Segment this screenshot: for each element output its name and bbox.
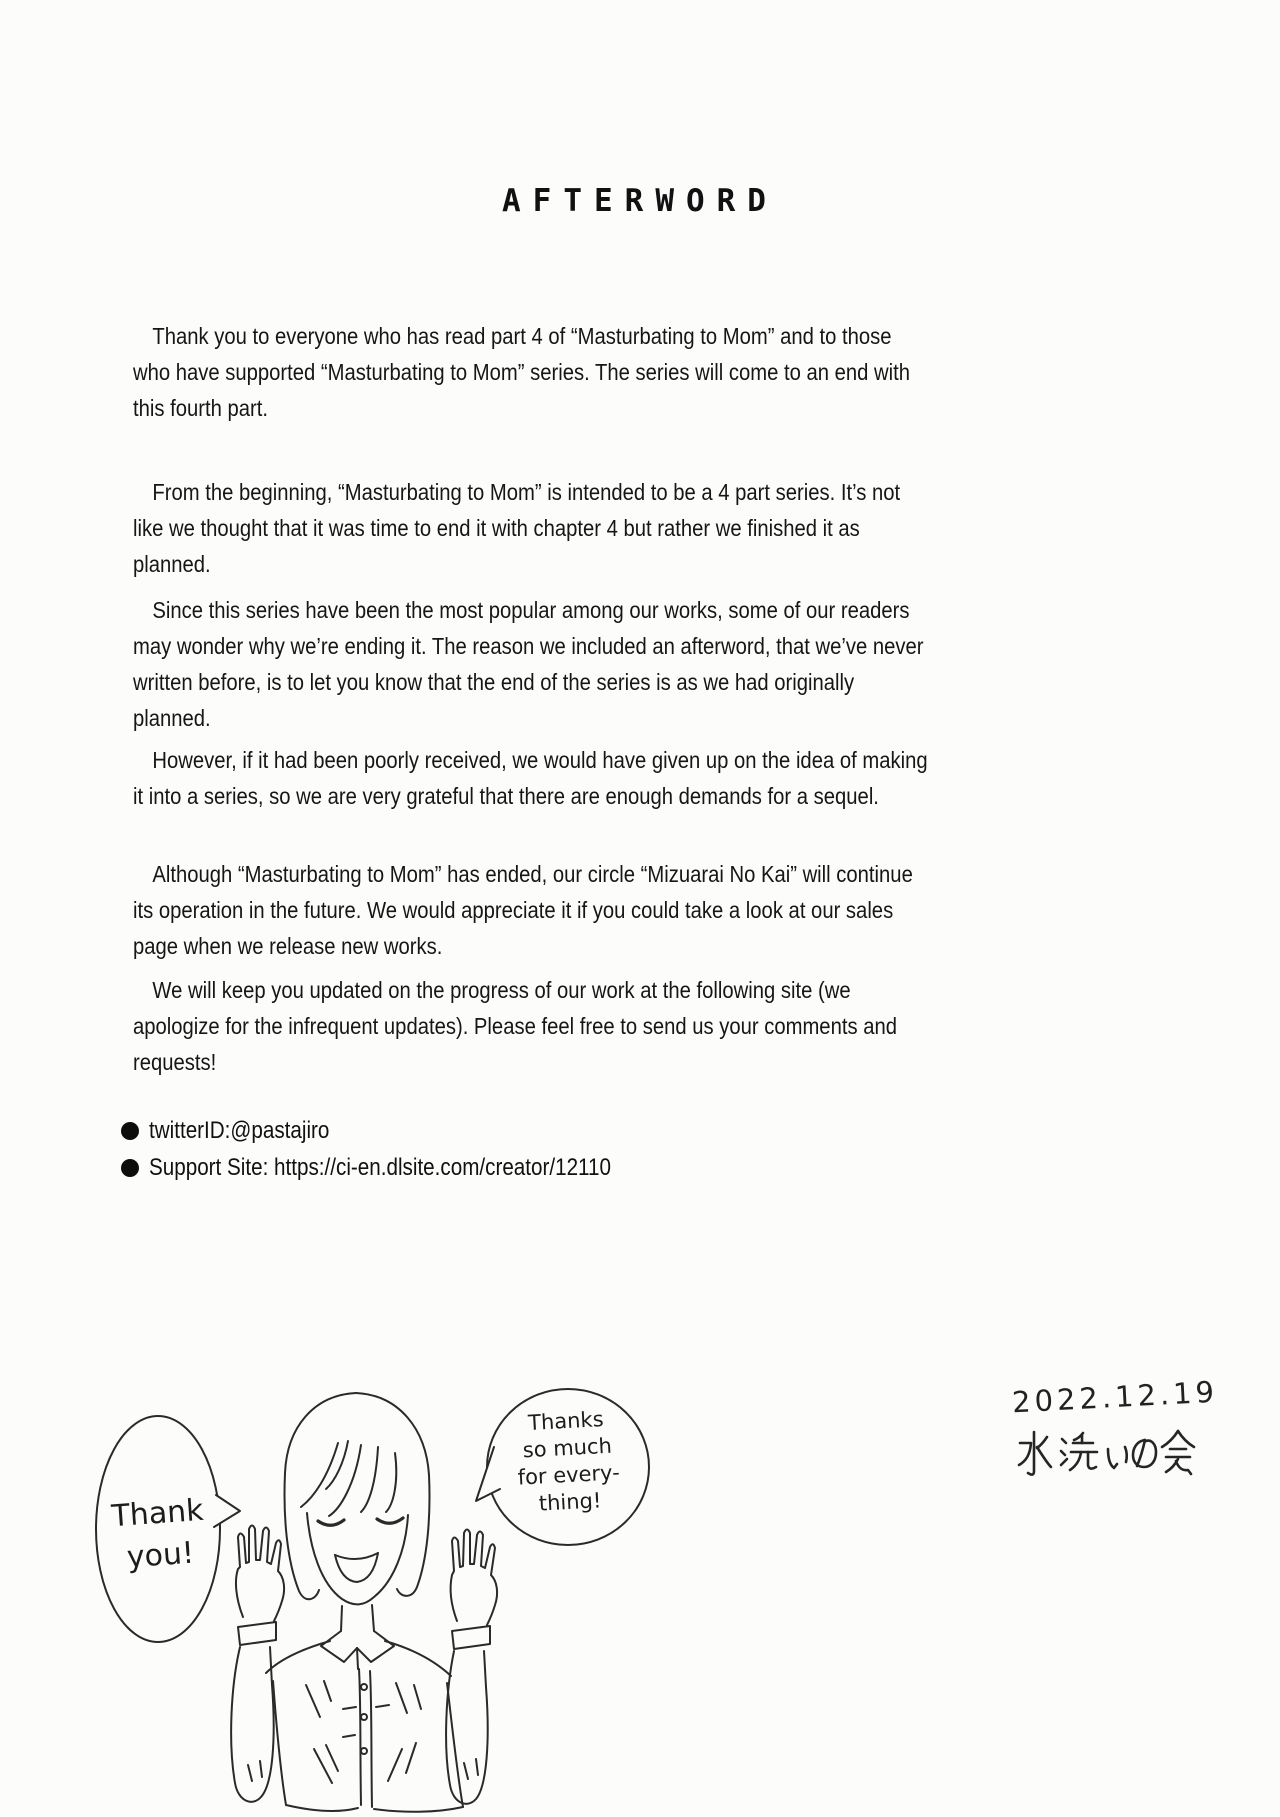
text-line: From the beginning, “Masturbating to Mom” is intended to be a 4 part series. It’s not	[152, 479, 901, 505]
paragraph-1	[133, 318, 1013, 426]
text-line: written before, is to let you know that the end of the series is as we had originally	[133, 669, 855, 695]
bubble-line: Thanks	[527, 1407, 605, 1436]
paragraph-4	[133, 742, 1013, 814]
bubble-line: thing!	[538, 1488, 602, 1516]
signature-date: 2022.12.19	[1011, 1374, 1219, 1420]
text-line: planned.	[133, 705, 211, 731]
thank-you-illustration	[80, 1385, 680, 1817]
left-bubble-text	[93, 1489, 225, 1582]
bubble-line: so much	[522, 1433, 613, 1463]
support-site-label: Support Site: https://ci-en.dlsite.com/creator/12110	[149, 1153, 611, 1181]
twitter-id-row	[121, 1112, 686, 1149]
paragraph-6	[133, 972, 1013, 1080]
twitter-id-label: twitterID:@pastajiro	[149, 1116, 330, 1144]
text-line: like we thought that it was time to end it with chapter 4 but rather we finished it as	[133, 515, 860, 541]
afterword-body	[133, 318, 1013, 1080]
contact-links	[121, 1112, 686, 1186]
text-line: However, if it had been poorly received, we would have given up on the idea of making	[152, 747, 928, 773]
circle-name-text	[0, 0, 1, 1]
bullet-icon	[121, 1159, 139, 1177]
text-line: planned.	[133, 551, 211, 577]
support-site-row	[121, 1149, 686, 1186]
bubble-line: you!	[125, 1535, 196, 1576]
text-line: Since this series have been the most popular among our works, some of our readers	[152, 597, 910, 623]
bubble-line: for every-	[517, 1460, 621, 1490]
circle-name-handwriting	[1016, 1426, 1198, 1484]
text-line: may wonder why we’re ending it. The reason we included an afterword, that we’ve never	[133, 633, 924, 659]
text-line: We will keep you updated on the progress of our work at the following site (we	[152, 977, 851, 1003]
paragraph-2	[133, 474, 1013, 582]
bubble-line: Thank	[110, 1492, 205, 1535]
text-line: who have supported “Masturbating to Mom” series. The series will come to an end with	[133, 359, 910, 385]
person-drawing	[231, 1393, 497, 1812]
right-bubble-text	[481, 1404, 654, 1521]
text-line: requests!	[133, 1049, 217, 1075]
text-line: page when we release new works.	[133, 933, 443, 959]
kanji-strokes	[1019, 1431, 1194, 1475]
bullet-icon	[121, 1122, 139, 1140]
text-line: apologize for the infrequent updates). Please feel free to send us your comments and	[133, 1013, 897, 1039]
text-line: Although “Masturbating to Mom” has ended, our circle “Mizuarai No Kai” will continue	[152, 861, 913, 887]
paragraph-3	[133, 592, 1013, 736]
text-line: its operation in the future. We would appreciate it if you could take a look at our sales	[133, 897, 894, 923]
paragraph-5	[133, 856, 1013, 964]
text-line: this fourth part.	[133, 395, 269, 421]
page-title: AFTERWORD	[502, 183, 778, 219]
text-line: Thank you to everyone who has read part 4 of “Masturbating to Mom” and to those	[152, 323, 892, 349]
text-line: it into a series, so we are very grateful that there are enough demands for a sequel.	[133, 783, 879, 809]
